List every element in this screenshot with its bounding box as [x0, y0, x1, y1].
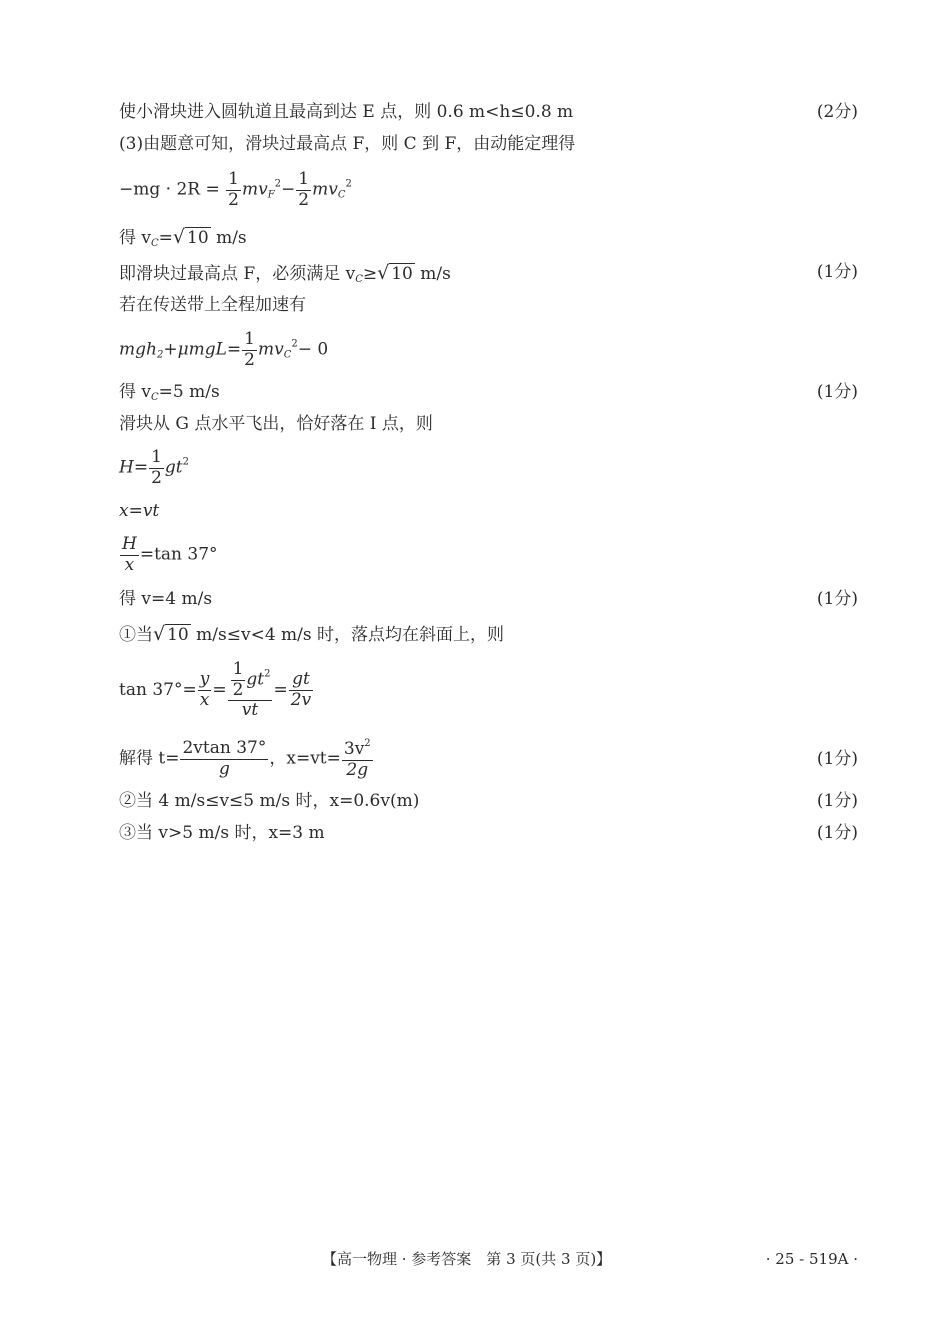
score-label: (1分) — [816, 791, 858, 811]
score-label: (2分) — [816, 102, 858, 122]
fraction-numerator: 1 — [232, 659, 244, 679]
equation-part: − — [281, 179, 296, 200]
equation-part: ，x=vt= — [269, 748, 341, 769]
fraction-numerator — [342, 738, 373, 761]
sqrt-symbol: √ 10 — [172, 226, 209, 248]
fraction-denominator: vt — [241, 700, 259, 721]
equation-belt — [119, 330, 328, 370]
superscript: 2 — [364, 738, 371, 749]
score-label: (1分) — [816, 382, 858, 402]
fraction-denominator: 2v — [290, 689, 312, 710]
subscript: C — [283, 349, 292, 361]
equation-part: mv — [312, 179, 338, 200]
fraction — [120, 535, 139, 575]
equation-part: − 0 — [297, 339, 329, 360]
equation-part: x=vt — [119, 501, 160, 521]
fraction — [242, 330, 257, 370]
fraction — [231, 660, 246, 700]
text-line-case1 — [119, 625, 504, 644]
radicand: 10 — [167, 625, 189, 645]
equation-energy — [119, 170, 352, 210]
fraction-denominator: 2 — [244, 349, 255, 370]
text-part: =5 m/s — [158, 382, 220, 402]
text-part: = — [158, 228, 173, 248]
fraction-numerator: 1 — [298, 169, 310, 189]
equation-part: mv — [257, 339, 284, 360]
fraction-denominator: x — [199, 689, 210, 710]
superscript: 2 — [291, 338, 298, 350]
fraction — [342, 738, 373, 780]
equation-part: H= — [119, 457, 149, 478]
score-label: (1分) — [816, 749, 858, 769]
superscript: 2 — [264, 668, 271, 680]
fraction — [149, 448, 164, 488]
equation-part: gt — [164, 457, 183, 478]
superscript: 2 — [182, 456, 189, 468]
equation-part: +μmgL= — [163, 339, 242, 360]
fraction — [296, 170, 311, 210]
score-label: (1分) — [816, 262, 858, 282]
subscript: C — [151, 238, 159, 249]
sqrt-symbol: √ 10 — [153, 623, 189, 645]
fraction-denominator: x — [124, 554, 135, 575]
text-part: m/s≤v<4 m/s 时，落点均在斜面上，则 — [196, 625, 505, 645]
fraction-numerator — [228, 660, 273, 701]
fraction-numerator: y — [199, 669, 210, 690]
text-part: 得 v — [119, 228, 152, 248]
fraction-numerator: 1 — [228, 169, 239, 189]
fraction-denominator: g — [218, 758, 230, 779]
unit: m/s — [420, 264, 451, 284]
equation-distance — [119, 503, 159, 520]
equation-height — [119, 448, 189, 488]
text-line-case2: ②当 4 m/s≤v≤5 m/s 时，x=0.6v(m) — [119, 791, 420, 811]
numerator-text: 3v — [343, 739, 365, 759]
footer-code: · 25 - 519A · — [765, 1250, 858, 1268]
text-line-part3: (3)由题意可知，滑块过最高点 F，则 C 到 F，由动能定理得 — [119, 134, 576, 154]
equation-part: =tan 37° — [139, 544, 218, 565]
text-part: ①当 — [119, 625, 153, 645]
text-line-v4: 得 v=4 m/s — [119, 589, 213, 609]
equation-tan — [119, 660, 314, 721]
unit: m/s — [216, 228, 247, 248]
subscript: C — [355, 274, 363, 285]
fraction-numerator: 1 — [244, 329, 255, 349]
text-line-case3: ③当 v>5 m/s 时，x=3 m — [119, 823, 325, 843]
fraction — [198, 670, 212, 710]
equation-part: mv — [241, 179, 268, 200]
sqrt-symbol: √ 10 — [377, 262, 413, 284]
superscript: 2 — [345, 178, 352, 190]
fraction-denominator: 2g — [346, 759, 369, 780]
subscript: F — [267, 189, 275, 201]
equation-part: 解得 t= — [119, 748, 180, 769]
equation-part: = — [212, 679, 227, 700]
equation-part: tan 37°= — [119, 679, 197, 700]
fraction-numerator: H — [122, 534, 137, 554]
fraction-denominator: 2 — [298, 189, 310, 210]
score-label: (1分) — [816, 589, 858, 609]
text-line-vc-result — [119, 228, 247, 249]
equation-part: −mg · 2R = — [119, 179, 220, 200]
fraction-numerator: 1 — [151, 447, 162, 467]
text-line-projectile: 滑块从 G 点水平飞出，恰好落在 I 点，则 — [119, 414, 433, 434]
fraction-denominator: 2 — [232, 679, 244, 700]
subscript: 2 — [156, 349, 164, 361]
fraction — [180, 739, 268, 779]
equation-part: mgh — [119, 339, 157, 360]
superscript: 2 — [274, 178, 282, 190]
radicand: 10 — [391, 264, 413, 284]
subscript: C — [151, 392, 159, 403]
fraction-numerator: 2vtan 37° — [182, 738, 267, 758]
equation-solution — [119, 738, 374, 780]
text-part: 得 v — [119, 382, 152, 402]
score-label: (1分) — [816, 823, 858, 843]
equation-part: gt — [246, 669, 265, 690]
fraction-denominator: 2 — [228, 189, 239, 210]
fraction — [228, 660, 273, 721]
text-part: 即滑块过最高点 F，必须满足 v — [119, 264, 356, 284]
text-line-condition-f — [119, 264, 451, 285]
fraction-denominator: 2 — [151, 467, 162, 488]
radicand: 10 — [187, 228, 209, 248]
fraction — [226, 170, 241, 210]
equation-part: = — [273, 679, 288, 700]
subscript: C — [337, 189, 346, 201]
text-line-condition: 使小滑块进入圆轨道且最高到达 E 点，则 0.6 m<h≤0.8 m — [119, 102, 574, 122]
text-line-belt: 若在传送带上全程加速有 — [119, 295, 306, 315]
fraction — [289, 670, 313, 710]
text-line-vc5 — [119, 384, 220, 403]
footer-title: 【高一物理 · 参考答案 第 3 页(共 3 页)】 — [322, 1250, 612, 1268]
text-part: ≥ — [362, 264, 378, 284]
equation-angle — [119, 535, 218, 575]
fraction-numerator: gt — [289, 670, 313, 691]
